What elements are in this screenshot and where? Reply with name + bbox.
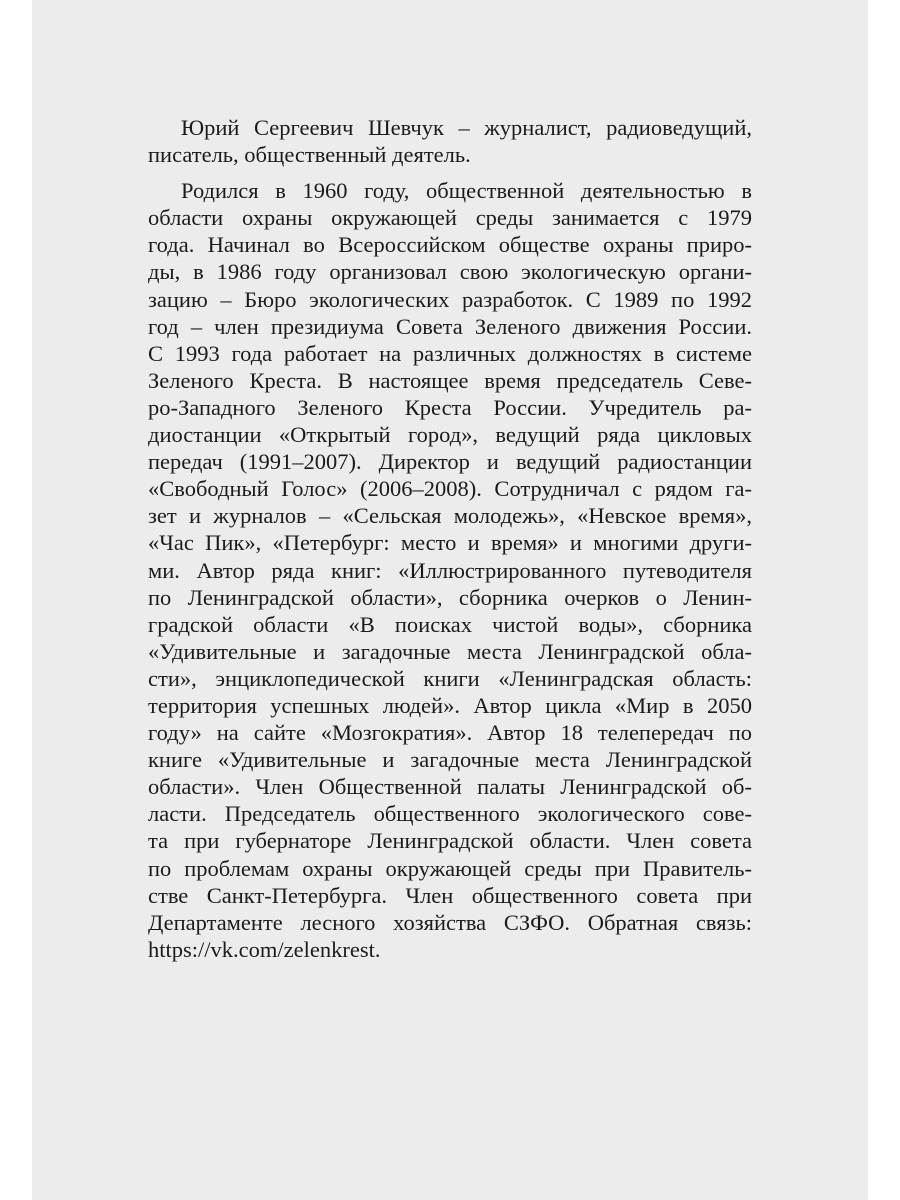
bio-paragraph-career — [148, 177, 752, 963]
text-line: по Ленинградской области», сборника очерков о Ленин- — [148, 584, 752, 610]
text-line: год – член президиума Совета Зеленого движения России. — [148, 313, 752, 339]
text-line: С 1993 года работает на различных должностях в системе — [148, 340, 752, 366]
author-bio — [148, 114, 752, 972]
text-line: «Час Пик», «Петербург: место и время» и многими други- — [148, 530, 752, 556]
text-line: Департаменте лесного хозяйства СЗФО. Обратная связь: — [148, 909, 752, 935]
text-line: ми. Автор ряда книг: «Иллюстрированного путеводителя — [148, 557, 752, 583]
text-line: области охраны окружающей среды занимается с 1979 — [148, 205, 752, 231]
text-line: ласти. Председатель общественного экологического сове- — [148, 801, 752, 827]
text-line: книге «Удивительные и загадочные места Ленинградской — [148, 747, 752, 773]
text-line: по проблемам охраны окружающей среды при Правитель- — [148, 855, 752, 881]
text-line: та при губернаторе Ленинградской области. Член совета — [148, 828, 752, 854]
text-line: зет и журналов – «Сельская молодежь», «Невское время», — [148, 503, 752, 529]
text-line: области». Член Общественной палаты Ленинградской об- — [148, 774, 752, 800]
text-line: градской области «В поисках чистой воды», сборника — [148, 611, 752, 637]
text-line: передач (1991–2007). Директор и ведущий радиостанции — [148, 449, 752, 475]
text-line: диостанции «Открытый город», ведущий ряда цикловых — [148, 422, 752, 448]
text-line: сти», энциклопедической книги «Ленинградская область: — [148, 665, 752, 691]
text-line: «Удивительные и загадочные места Ленинградской обла- — [148, 638, 752, 664]
text-line: Зеленого Креста. В настоящее время председатель Севе- — [148, 367, 752, 393]
text-line: ро-Западного Зеленого Креста России. Учредитель ра- — [148, 394, 752, 420]
text-line: Родился в 1960 году, общественной деятельностью в — [181, 178, 752, 204]
text-line: «Свободный Голос» (2006–2008). Сотрудничал с рядом га- — [148, 476, 752, 502]
text-line: года. Начинал во Всероссийском обществе охраны приро- — [148, 232, 752, 258]
book-page — [32, 0, 868, 1200]
bio-paragraph-intro — [148, 114, 752, 168]
text-line: территория успешных людей». Автор цикла «Мир в 2050 — [148, 692, 752, 718]
text-line: стве Санкт-Петербурга. Член общественного совета при — [148, 882, 752, 908]
text-line: году» на сайте «Мозгократия». Автор 18 телепередач по — [148, 720, 752, 746]
text-line: зацию – Бюро экологических разработок. С 1989 по 1992 — [148, 286, 752, 312]
text-line: Юрий Сергеевич Шевчук – журналист, радиоведущий, — [181, 115, 752, 140]
text-line: писатель, общественный деятель. — [148, 142, 471, 168]
feedback-link-line: https://vk.com/zelenkrest. — [148, 936, 381, 962]
text-line: ды, в 1986 году организовал свою экологическую органи- — [148, 259, 752, 285]
